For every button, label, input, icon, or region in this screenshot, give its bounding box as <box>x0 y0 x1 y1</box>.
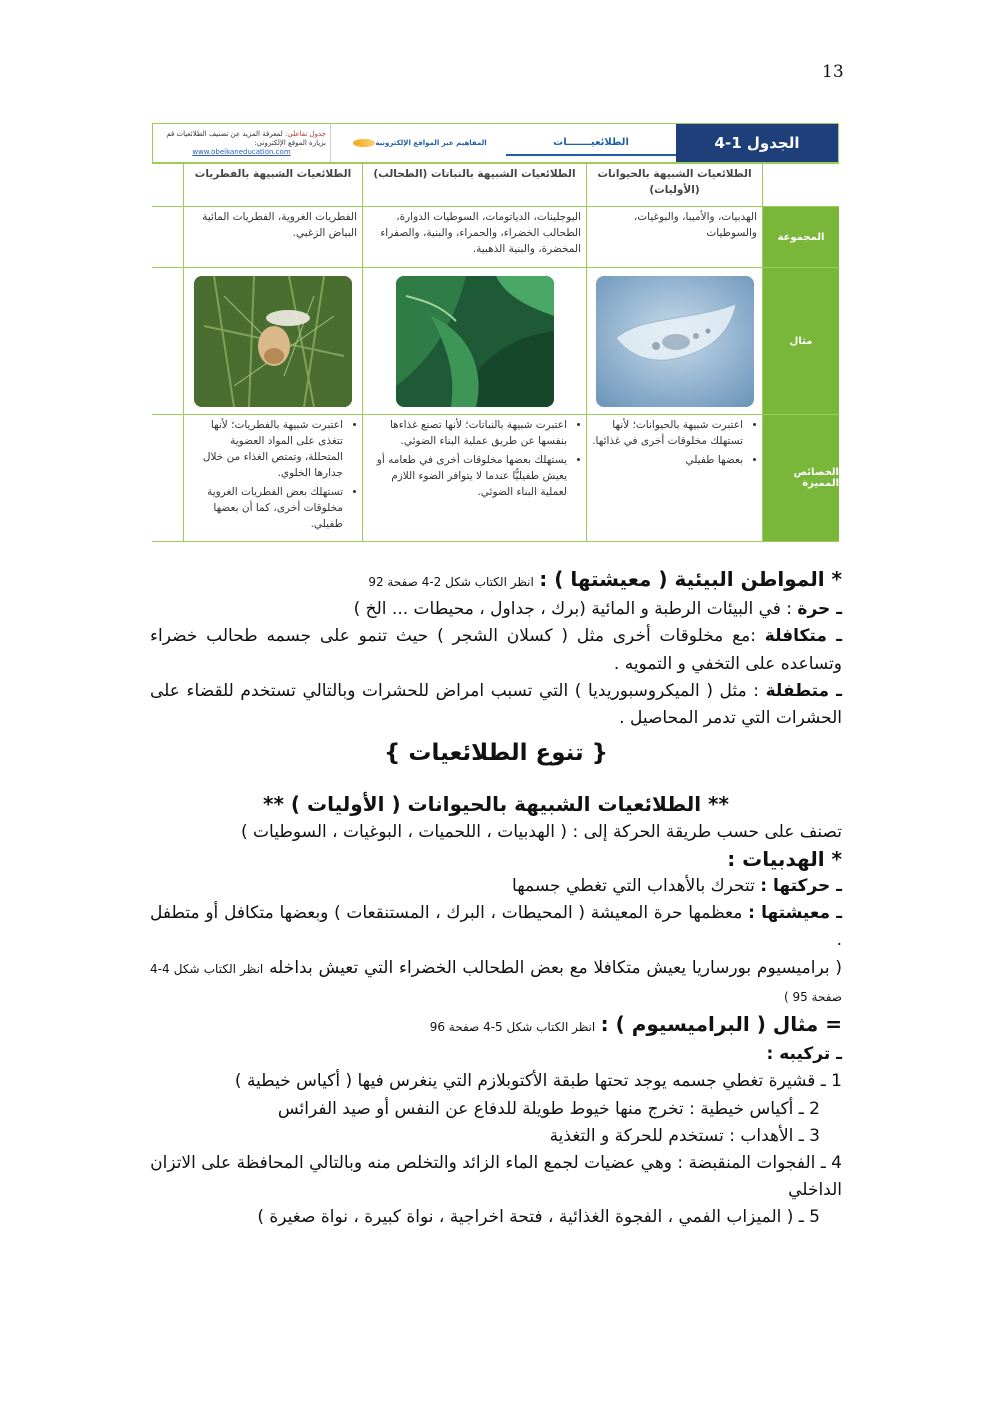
example-line <box>150 1011 842 1041</box>
table-cell: الفطريات الغروية، الفطريات المائية البياض الزغبي. <box>183 207 363 267</box>
diversity-heading: { تنوع الطلائعيات } <box>383 740 609 767</box>
table-row <box>152 268 839 415</box>
mutual-label: ـ متكافلة <box>764 626 843 647</box>
mutual-line <box>150 623 842 677</box>
table-cell <box>183 415 363 541</box>
column-header: الطلائعيات الشبيهة بالنباتات (الطحالب) <box>363 164 587 206</box>
bursaria-text: ( براميسيوم بورساريا يعيش متكافلا مع بعض الطحالب الخضراء التي تعيش بداخله <box>269 957 843 978</box>
structure-item: 2 ـ أكياس خيطية : تخرج منها خيوط طويلة للدفاع عن النفس أو صيد الفرائس <box>277 1098 820 1119</box>
structure-item: 4 ـ الفجوات المنقبضة : وهي عضيات لجمع الماء الزائد والتخلص منه وبالتالي المحافظة على الاتزان الداخلي <box>150 1153 842 1201</box>
habitats-title: * المواطن البيئية ( معيشتها ) : <box>539 567 842 591</box>
table-cell <box>587 415 763 541</box>
page-number: 13 <box>822 62 844 82</box>
structure-item: 5 ـ ( الميزاب الفمي ، الفجوة الغذائية ، فتحة اخراجية ، نواة كبيرة ، نواة صغيرة ) <box>257 1207 820 1228</box>
example-label: = مثال ( البراميسيوم ) : <box>600 1012 842 1037</box>
free-line <box>150 596 842 623</box>
list-item: • يستهلك بعضها مخلوقات أخرى في طعامه أو يعيش طفيليًّا عندما لا يتوافر الضوء اللازم لعملية البناء الضوئي. <box>368 452 567 500</box>
lesson-text <box>150 566 842 1232</box>
logo-swoosh-icon <box>353 139 375 147</box>
logo-text: المفاهيم عبر المواقع الإلكترونية <box>375 139 487 147</box>
list-item: • اعتبرت شبيهة بالحيوانات؛ لأنها تستهلك مخلوقات أخرى في غذائها. <box>592 417 743 449</box>
site-logo <box>331 124 506 162</box>
example-ref: انظر الكتاب شكل 5-4 صفحة 96 <box>429 1020 596 1035</box>
note-label: جدول تفاعلي: <box>284 129 326 138</box>
table-cell <box>363 415 587 541</box>
living-line <box>150 900 842 954</box>
parasite-text: : مثل ( الميكروسبوريديا ) التي تسبب امراض للحشرات وبالتالي تستخدم للقضاء على الحشرات التي تدمر المحاصيل . <box>150 680 842 729</box>
table-title: الطلائعيـــــــات <box>506 130 676 156</box>
paramecium-photo <box>596 276 754 407</box>
free-label: ـ حرة <box>797 599 842 620</box>
column-header: الطلائعيات الشبيهة بالحيوانات (الأوليات) <box>587 164 763 206</box>
mutual-text: :مع مخلوقات أخرى مثل ( كسلان الشجر ) حيث تنمو على جسمه طحالب خضراء وتساعده على التخفي و التمويه . <box>150 626 842 674</box>
list-item: • تستهلك بعض الفطريات الغروية مخلوقات أخرى، كما أن بعضها طفيلي. <box>189 484 343 532</box>
list-item: • بعضها طفيلي <box>592 452 743 468</box>
table-row <box>152 163 839 207</box>
parasite-label: ـ متطفلة <box>765 680 842 701</box>
table-cell: اليوجلينات، الدياتومات، السوطيات الدوارة، الطحالب الخضراء، والحمراء، والبنية، والصفراء المخضرة، والبنية الذهبية. <box>363 207 587 267</box>
table-label: الجدول 1-4 <box>676 124 838 162</box>
living-label: ـ معيشتها : <box>748 903 842 924</box>
movement-line <box>150 873 842 900</box>
table-cell <box>183 268 363 414</box>
bursaria-line <box>150 955 842 1011</box>
interactive-note <box>153 124 331 162</box>
structure-heading: ـ تركيبه : <box>766 1044 842 1065</box>
protozoa-heading: ** الطلائعيات الشبيهة بالحيوانات ( الأوليات ) ** <box>263 792 729 817</box>
table-header <box>152 123 839 163</box>
table-row <box>152 207 839 268</box>
movement-label: ـ حركتها : <box>760 876 842 897</box>
classify-line: تصنف على حسب طريقة الحركة إلى : ( الهدبيات ، اللحميات ، البوغيات ، السوطيات ) <box>241 821 842 842</box>
list-item: • اعتبرت شبيهة بالفطريات؛ لأنها تتغذى على المواد العضوية المتحللة، وتمتص الغذاء من خلال جدارها الخلوي. <box>189 417 343 481</box>
habitats-line <box>150 566 842 596</box>
table-cell <box>587 268 763 414</box>
list-item: • اعتبرت شبيهة بالنباتات؛ لأنها تصنع غذاءها بنفسها عن طريق عملية البناء الضوئي. <box>368 417 567 449</box>
note-link[interactable]: www.obeikaneducation.com <box>192 147 291 156</box>
row-label: المجموعة <box>763 207 839 267</box>
protist-classification-table <box>152 123 839 540</box>
bursaria-ref: انظر الكتاب شكل 4-4 صفحة 95 ) <box>150 961 842 1004</box>
water-mold-photo <box>194 276 352 407</box>
corner-cell <box>763 164 839 206</box>
free-text: : في البيئات الرطبة و المائية (برك ، جداول ، محيطات ... الخ ) <box>353 599 792 620</box>
movement-text: تتحرك بالأهداب التي تغطي جسمها <box>512 876 755 897</box>
living-text: معظمها حرة المعيشة ( المحيطات ، البرك ، المستنقعات ) وبعضها متكافل أو متطفل . <box>150 903 842 951</box>
kelp-photo <box>396 276 554 407</box>
structure-item: 3 ـ الأهداب : تستخدم للحركة و التغذية <box>549 1125 820 1146</box>
row-label: مثال <box>763 268 839 414</box>
row-label: الخصائص المميزة <box>763 415 839 541</box>
note-text: لمعرفة المزيد عن تصنيف الطلائعيات قم بزيارة الموقع الإلكتروني: <box>166 129 326 147</box>
habitats-ref: انظر الكتاب شكل 2-4 صفحة 92 <box>368 575 534 589</box>
structure-item: 1 ـ قشيرة تغطي جسمه يوجد تحتها طبقة الأكتوبلازم التي ينغرس فيها ( أكياس خيطية ) <box>234 1071 842 1092</box>
table-row <box>152 415 839 542</box>
table-cell: الهدبيات، والأميبا، والبوغيات، والسوطيات <box>587 207 763 267</box>
parasite-line <box>150 678 842 732</box>
ciliates-heading: * الهدبيات : <box>727 846 842 871</box>
column-header: الطلائعيات الشبيهة بالفطريات <box>183 164 363 206</box>
table-cell <box>363 268 587 414</box>
